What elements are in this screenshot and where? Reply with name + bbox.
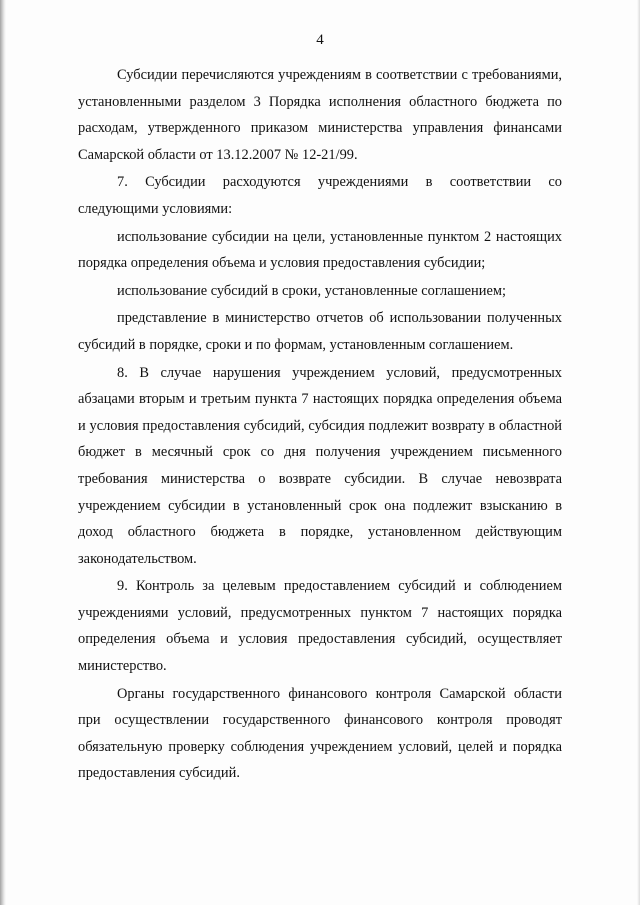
paragraph-9-control: 9. Контроль за целевым предоставлением субсидий и соблюдением учреждениями условий, предусмотренных пунктом 7 настоящих порядка определения объема и условия предоставления субсидий, осуществляет министерство. bbox=[78, 578, 562, 675]
page-number: 4 bbox=[316, 32, 324, 48]
paragraph-condition-deadlines: использование субсидий в сроки, установленные соглашением; bbox=[117, 282, 506, 299]
paragraph-state-control: Органы государственного финансового контроля Самарской области при осуществлении государственного финансового контроля проводят обязательную проверку соблюдения учреждением условий, целей и порядка предоставления субсидий. bbox=[78, 685, 562, 782]
paragraph-condition-reports: представление в министерство отчетов об использовании полученных субсидий в порядке, сроки и по формам, установленным соглашением. bbox=[78, 310, 562, 353]
paragraph-subsidy-transfer: Субсидии перечисляются учреждениям в соответствии с требованиями, установленными разделом 3 Порядка исполнения областного бюджета по расходам, утвержденного приказом министерства управления финансами Самарской области от 13.12.2007 № 12-21/99. bbox=[78, 67, 562, 163]
paragraph-7-conditions: 7. Субсидии расходуются учреждениями в соответствии со следующими условиями: bbox=[78, 174, 562, 217]
scan-edge-left bbox=[0, 0, 6, 905]
document-body bbox=[78, 62, 562, 788]
paragraph-8-violation: 8. В случае нарушения учреждением условий, предусмотренных абзацами вторым и третьим пункта 7 настоящих порядка определения объема и условия предоставления субсидий, субсидия подлежит возврату в областной бюджет в месячный срок со дня получения учреждением письменного требования министерства о возврате субсидии. В случае невозврата учреждением субсидии в установленный срок она подлежит взысканию в доход областного бюджета в порядке, установленном действующим законодательством. bbox=[78, 364, 562, 567]
paragraph-condition-purpose: использование субсидии на цели, установленные пунктом 2 настоящих порядка определения объема и условия предоставления субсидии; bbox=[78, 228, 562, 272]
